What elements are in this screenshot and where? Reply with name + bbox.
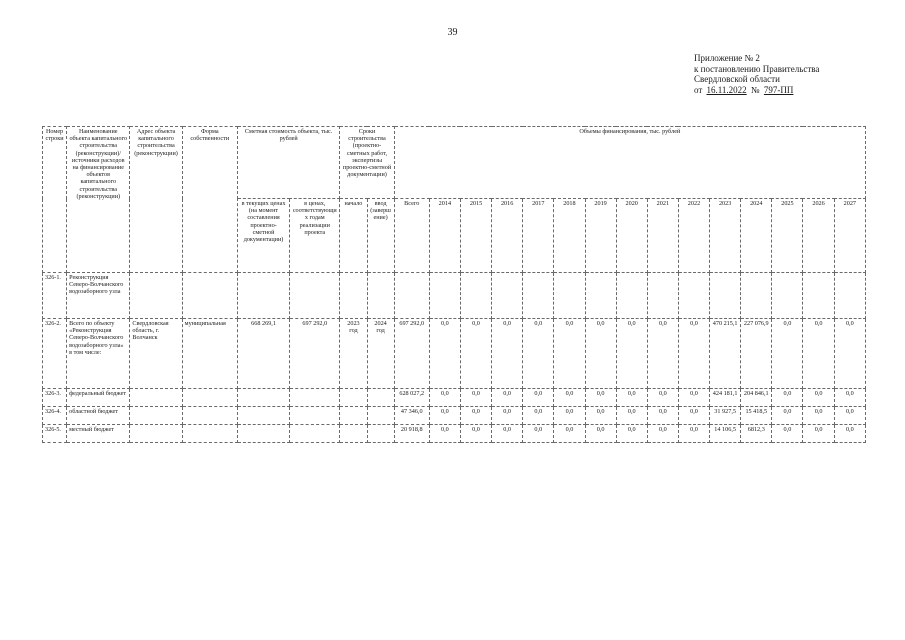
table-row [43, 319, 866, 389]
year-amount-cell [834, 273, 865, 319]
ownership-cell [182, 273, 237, 319]
start-term-cell [340, 425, 367, 443]
cost-current-cell [237, 273, 289, 319]
year-amount-cell: 0,0 [523, 389, 554, 407]
total-amount-cell: 20 918,8 [394, 425, 429, 443]
end-term-cell [367, 425, 394, 443]
year-amount-cell [803, 273, 834, 319]
header-row-no: Номер строки [43, 127, 67, 273]
header-year: 2014 [429, 199, 460, 273]
table-row [43, 407, 866, 425]
header-year: 2024 [741, 199, 772, 273]
year-amount-cell: 0,0 [678, 425, 709, 443]
year-amount-cell: 0,0 [523, 407, 554, 425]
start-term-cell: 2023 год [340, 319, 367, 389]
year-amount-cell: 0,0 [585, 389, 616, 407]
cost-current-cell [237, 425, 289, 443]
year-amount-cell: 0,0 [616, 407, 647, 425]
year-amount-cell: 0,0 [803, 425, 834, 443]
header-ownership: Форма собственности [182, 127, 237, 273]
cost-years-cell [290, 389, 340, 407]
year-amount-cell: 0,0 [460, 407, 491, 425]
year-amount-cell: 0,0 [803, 389, 834, 407]
year-amount-cell: 0,0 [772, 425, 803, 443]
number-label: № [750, 84, 760, 95]
row-number-cell: 326-4. [43, 407, 67, 425]
header-cost-current: в текущих ценах (на момент составления проектно-сметной документации) [237, 199, 289, 273]
year-amount-cell: 0,0 [772, 407, 803, 425]
year-amount-cell: 0,0 [492, 425, 523, 443]
year-amount-cell: 0,0 [803, 407, 834, 425]
year-amount-cell: 0,0 [834, 407, 865, 425]
year-amount-cell: 0,0 [834, 319, 865, 389]
appendix-line-1: к постановлению Правительства [694, 63, 820, 74]
year-amount-cell: 0,0 [585, 407, 616, 425]
header-total: Всего [394, 199, 429, 273]
table-row [43, 389, 866, 407]
header-year: 2027 [834, 199, 865, 273]
year-amount-cell: 0,0 [803, 319, 834, 389]
object-name-cell: Реконструкция Северо-Волчанского водозаборного узла [67, 273, 130, 319]
year-amount-cell [585, 273, 616, 319]
year-amount-cell: 0,0 [554, 319, 585, 389]
year-amount-cell [772, 273, 803, 319]
start-term-cell [340, 389, 367, 407]
header-year: 2019 [585, 199, 616, 273]
year-amount-cell: 0,0 [616, 389, 647, 407]
cost-years-cell [290, 273, 340, 319]
ownership-cell [182, 389, 237, 407]
document-date: 16.11.2022 [706, 84, 747, 95]
header-year: 2026 [803, 199, 834, 273]
header-year: 2020 [616, 199, 647, 273]
address-cell [130, 273, 182, 319]
year-amount-cell: 0,0 [554, 407, 585, 425]
object-name-cell: областной бюджет [67, 407, 130, 425]
year-amount-cell: 0,0 [460, 425, 491, 443]
cost-current-cell [237, 389, 289, 407]
cost-years-cell [290, 425, 340, 443]
year-amount-cell: 0,0 [554, 425, 585, 443]
total-amount-cell: 47 346,0 [394, 407, 429, 425]
year-amount-cell: 204 846,1 [741, 389, 772, 407]
end-term-cell: 2024 год [367, 319, 394, 389]
row-number-cell: 326-1. [43, 273, 67, 319]
appendix-date-line [694, 85, 884, 96]
row-number-cell: 326-3. [43, 389, 67, 407]
total-amount-cell [394, 273, 429, 319]
cost-current-cell [237, 407, 289, 425]
appendix-line-2: Свердловской области [694, 74, 780, 84]
year-amount-cell: 0,0 [460, 319, 491, 389]
year-amount-cell: 31 927,5 [710, 407, 741, 425]
header-year: 2025 [772, 199, 803, 273]
year-amount-cell [554, 273, 585, 319]
address-cell: Свердловская область, г. Волчанск [130, 319, 182, 389]
year-amount-cell: 0,0 [647, 425, 678, 443]
address-cell [130, 407, 182, 425]
year-amount-cell: 14 106,5 [710, 425, 741, 443]
total-amount-cell: 628 027,2 [394, 389, 429, 407]
year-amount-cell: 0,0 [554, 389, 585, 407]
year-amount-cell: 0,0 [429, 319, 460, 389]
table-row [43, 425, 866, 443]
year-amount-cell: 227 076,9 [741, 319, 772, 389]
header-start: начало [340, 199, 367, 273]
object-name-cell: местный бюджет [67, 425, 130, 443]
year-amount-cell: 0,0 [678, 319, 709, 389]
start-term-cell [340, 273, 367, 319]
appendix-block [694, 53, 884, 95]
year-amount-cell: 0,0 [647, 319, 678, 389]
header-year: 2021 [647, 199, 678, 273]
year-amount-cell [460, 273, 491, 319]
header-cost-years: в ценах, соответствующих годам реализации проекта [290, 199, 340, 273]
address-cell [130, 425, 182, 443]
header-year: 2017 [523, 199, 554, 273]
year-amount-cell: 6812,3 [741, 425, 772, 443]
appendix-title: Приложение № 2 [694, 53, 760, 63]
from-label: от [694, 84, 703, 95]
header-terms: Сроки строительства (проектно-сметных работ, экспертизы проектно-сметной документации) [340, 127, 394, 199]
header-object-name: Наименование объекта капитального строительства (реконструкции)/ источники расходов на финансирование объектов капитального строительства (реконструкции) [67, 127, 130, 273]
header-financing: Объемы финансирования, тыс. рублей [394, 127, 865, 199]
year-amount-cell: 0,0 [772, 319, 803, 389]
year-amount-cell: 0,0 [772, 389, 803, 407]
total-amount-cell: 697 292,0 [394, 319, 429, 389]
year-amount-cell: 0,0 [585, 319, 616, 389]
ownership-cell: муниципальная [182, 319, 237, 389]
year-amount-cell: 0,0 [492, 389, 523, 407]
year-amount-cell: 0,0 [647, 389, 678, 407]
year-amount-cell: 0,0 [429, 407, 460, 425]
object-name-cell: Всего по объекту «Реконструкция Северо-Волчанского водозаборного узла» в том числе: [67, 319, 130, 389]
header-year: 2015 [460, 199, 491, 273]
year-amount-cell: 0,0 [492, 407, 523, 425]
year-amount-cell: 0,0 [523, 425, 554, 443]
header-year: 2022 [678, 199, 709, 273]
address-cell [130, 389, 182, 407]
year-amount-cell: 0,0 [678, 407, 709, 425]
end-term-cell [367, 407, 394, 425]
start-term-cell [340, 407, 367, 425]
header-address: Адрес объекта капитального строительства (реконструкции) [130, 127, 182, 273]
year-amount-cell [647, 273, 678, 319]
header-year: 2023 [710, 199, 741, 273]
end-term-cell [367, 389, 394, 407]
year-amount-cell: 0,0 [460, 389, 491, 407]
year-amount-cell [741, 273, 772, 319]
year-amount-cell: 15 418,5 [741, 407, 772, 425]
header-year: 2018 [554, 199, 585, 273]
page-number: 39 [447, 27, 458, 38]
financing-table [42, 126, 866, 443]
row-number-cell: 326-5. [43, 425, 67, 443]
year-amount-cell: 0,0 [834, 389, 865, 407]
document-number: 797-ПП [763, 84, 794, 95]
header-cost: Сметная стоимость объекта, тыс. рублей [237, 127, 339, 199]
header-year: 2016 [492, 199, 523, 273]
year-amount-cell: 0,0 [429, 389, 460, 407]
row-number-cell: 326-2. [43, 319, 67, 389]
year-amount-cell [678, 273, 709, 319]
cost-years-cell [290, 407, 340, 425]
object-name-cell: федеральный бюджет [67, 389, 130, 407]
year-amount-cell [710, 273, 741, 319]
year-amount-cell: 0,0 [492, 319, 523, 389]
year-amount-cell: 0,0 [616, 319, 647, 389]
year-amount-cell: 0,0 [585, 425, 616, 443]
end-term-cell [367, 273, 394, 319]
year-amount-cell: 0,0 [647, 407, 678, 425]
header-end: ввод (завершение) [367, 199, 394, 273]
ownership-cell [182, 425, 237, 443]
year-amount-cell: 470 215,1 [710, 319, 741, 389]
year-amount-cell: 0,0 [834, 425, 865, 443]
year-amount-cell: 424 181,1 [710, 389, 741, 407]
year-amount-cell [492, 273, 523, 319]
year-amount-cell: 0,0 [678, 389, 709, 407]
ownership-cell [182, 407, 237, 425]
year-amount-cell [429, 273, 460, 319]
year-amount-cell [616, 273, 647, 319]
cost-years-cell: 697 292,0 [290, 319, 340, 389]
year-amount-cell: 0,0 [616, 425, 647, 443]
year-amount-cell [523, 273, 554, 319]
cost-current-cell: 668 269,1 [237, 319, 289, 389]
year-amount-cell: 0,0 [523, 319, 554, 389]
year-amount-cell: 0,0 [429, 425, 460, 443]
table-row [43, 273, 866, 319]
